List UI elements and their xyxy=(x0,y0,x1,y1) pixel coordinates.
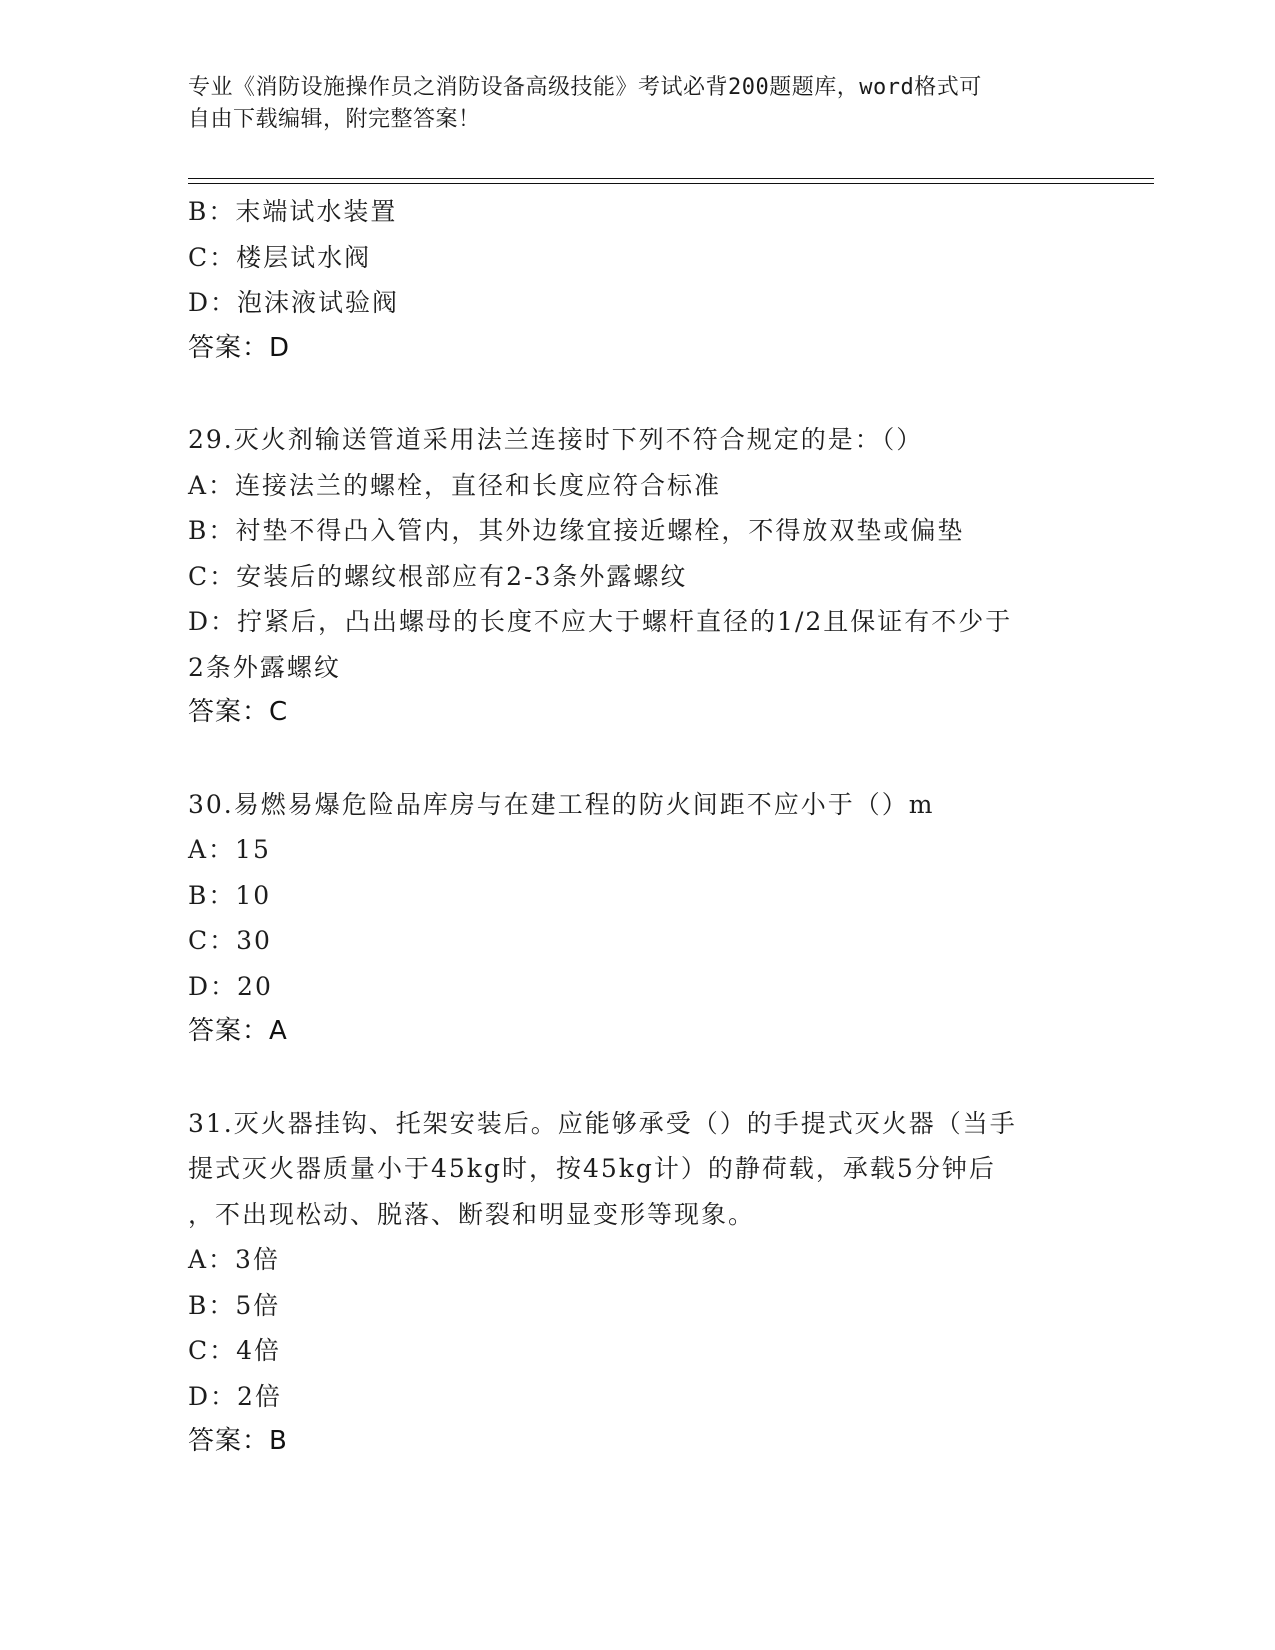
answer: 答案：D xyxy=(188,332,291,363)
question-stem-line-3: ，不出现松动、脱落、断裂和明显变形等现象。 xyxy=(188,1199,756,1229)
option-c: C：30 xyxy=(188,926,272,955)
option-d: D：泡沫液试验阀 xyxy=(188,288,400,317)
question-28-remainder xyxy=(188,189,1078,371)
option-b: B：衬垫不得凸入管内，其外边缘宜接近螺栓，不得放双垫或偏垫 xyxy=(188,516,965,545)
spacer xyxy=(188,371,1078,417)
question-29 xyxy=(188,417,1078,736)
question-stem-line-2: 提式灭火器质量小于45kg时，按45kg计）的静荷载，承载5分钟后 xyxy=(188,1154,996,1183)
question-stem: 29.灭火剂输送管道采用法兰连接时下列不符合规定的是：（） xyxy=(188,425,924,454)
question-stem-line-1: 31.灭火器挂钩、托架安装后。应能够承受（）的手提式灭火器（当手 xyxy=(188,1108,1017,1138)
question-31 xyxy=(188,1101,1078,1465)
option-c: C：楼层试水阀 xyxy=(188,242,372,272)
option-a: A：15 xyxy=(188,835,271,864)
question-30 xyxy=(188,782,1078,1055)
option-d: D：拧紧后，凸出螺母的长度不应大于螺杆直径的1/2且保证有不少于 xyxy=(188,607,1013,636)
question-stem: 30.易燃易爆危险品库房与在建工程的防火间距不应小于（）m xyxy=(188,789,935,819)
option-d: D：20 xyxy=(188,971,273,1001)
option-c: C：安装后的螺纹根部应有2-3条外露螺纹 xyxy=(188,561,688,591)
option-c: C：4倍 xyxy=(188,1336,282,1365)
answer: 答案：A xyxy=(188,1016,288,1046)
header-line-2: 自由下载编辑，附完整答案！ xyxy=(188,107,481,132)
header-line-1: 专业《消防设施操作员之消防设备高级技能》考试必背200题题库，word格式可 xyxy=(188,75,982,100)
spacer xyxy=(188,1055,1078,1101)
question-list xyxy=(188,189,1078,1465)
option-b: B：10 xyxy=(188,880,272,910)
option-b: B：5倍 xyxy=(188,1290,281,1320)
header-divider-top xyxy=(188,178,1154,179)
option-d: D：2倍 xyxy=(188,1381,282,1411)
answer: 答案：C xyxy=(188,697,289,727)
answer: 答案：B xyxy=(188,1426,288,1456)
spacer xyxy=(188,736,1078,782)
document-header xyxy=(188,72,1068,136)
header-divider-bottom xyxy=(188,183,1154,184)
option-b: B：末端试水装置 xyxy=(188,197,398,226)
option-d-continued: 2条外露螺纹 xyxy=(188,652,341,682)
option-a: A：3倍 xyxy=(188,1245,280,1274)
option-a: A：连接法兰的螺栓，直径和长度应符合标准 xyxy=(188,470,722,500)
